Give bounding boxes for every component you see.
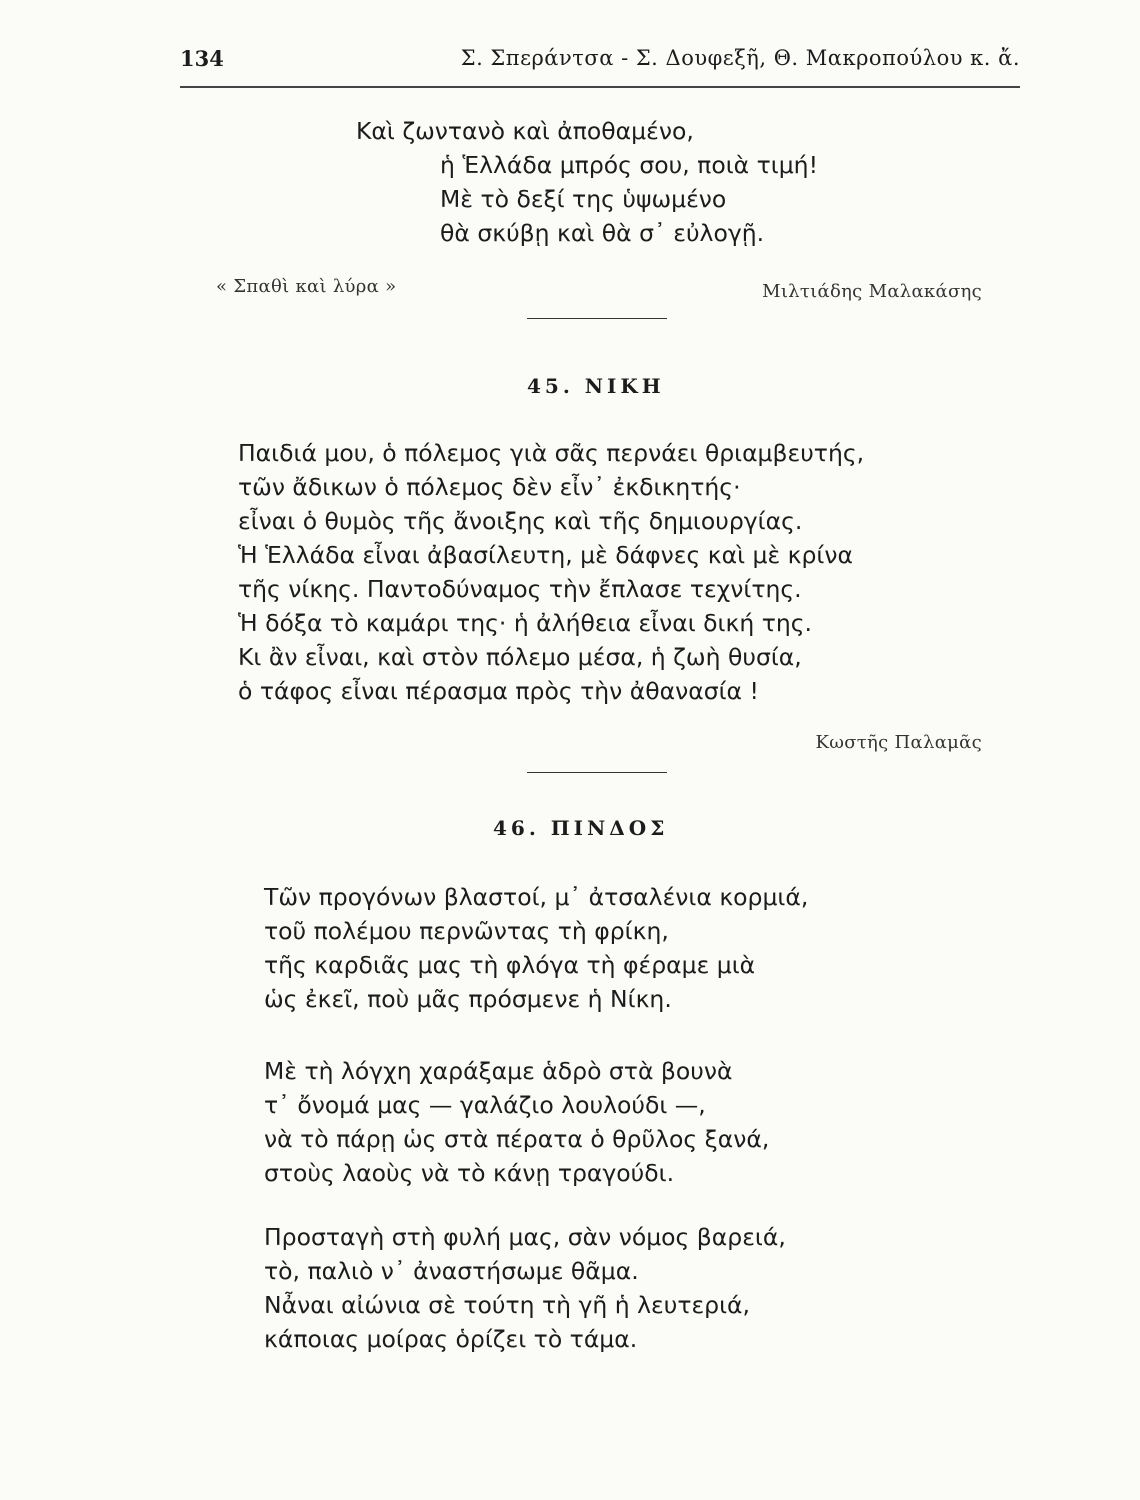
poem-line: στοὺς λαοὺς νὰ τὸ κάνῃ τραγούδι.: [264, 1159, 675, 1187]
poem-line: τ᾽ ὄνομά μας — γαλάζιο λουλούδι —,: [264, 1091, 706, 1119]
poem-line: Κι ἂν εἶναι, καὶ στὸν πόλεμο μέσα, ἡ ζωὴ θυσία,: [238, 643, 802, 671]
poem-line: Προσταγὴ στὴ φυλή μας, σὰν νόμος βαρειά,: [264, 1223, 786, 1251]
poem-line: τὸ, παλιὸ ν᾽ ἀναστήσωμε θᾶμα.: [264, 1257, 639, 1285]
poem-line: κάποιας μοίρας ὁρίζει τὸ τάμα.: [264, 1325, 638, 1353]
poem-line: εἶναι ὁ θυμὸς τῆς ἄνοιξης καὶ τῆς δημιουργίας.: [238, 507, 803, 535]
poem-line: νὰ τὸ πάρῃ ὡς στὰ πέρατα ὁ θρῦλος ξανά,: [264, 1125, 770, 1153]
poem-line: ὡς ἐκεῖ, ποὺ μᾶς πρόσμενε ἡ Νίκη.: [264, 985, 672, 1013]
poem-line: ὁ τάφος εἶναι πέρασμα πρὸς τὴν ἀθανασία !: [238, 677, 759, 705]
poem-line: Μὲ τὸ δεξί της ὑψωμένο: [440, 185, 727, 213]
page-header: [180, 46, 1020, 88]
poem-author: Κωστῆς Παλαμᾶς: [815, 732, 982, 753]
poem-line: Παιδιά μου, ὁ πόλεμος γιὰ σᾶς περνάει θριαμβευτής,: [238, 439, 865, 467]
poem-top-stanza: [356, 114, 818, 250]
section-divider: [527, 318, 667, 319]
poem-author: Μιλτιάδης Μαλακάσης: [762, 281, 982, 302]
poem-line: Νἆναι αἰώνια σὲ τούτη τὴ γῆ ἡ λευτεριά,: [264, 1291, 751, 1319]
poem-line: τοῦ πολέμου περνῶντας τὴ φρίκη,: [264, 917, 669, 945]
poem-46-stanza: [264, 880, 808, 1016]
section-divider: [527, 772, 667, 773]
poem-46-stanza: [264, 1054, 769, 1190]
poem-line: Τῶν προγόνων βλαστοί, μ᾽ ἀτσαλένια κορμιά,: [264, 883, 809, 911]
running-head: Σ. Σπεράντσα - Σ. Δουφεξῆ, Θ. Μακροπούλου κ. ἄ.: [460, 46, 1020, 70]
section-heading: 45. ΝΙΚΗ: [527, 374, 665, 398]
poem-line: τῆς καρδιᾶς μας τὴ φλόγα τὴ φέραμε μιὰ: [264, 951, 756, 979]
poem-line: Μὲ τὴ λόγχη χαράξαμε ἁδρὸ στὰ βουνὰ: [264, 1057, 733, 1085]
poem-line: τῆς νίκης. Παντοδύναμος τὴν ἔπλασε τεχνίτης.: [238, 575, 802, 603]
poem-line: Καὶ ζωντανὸ καὶ ἀποθαμένο,: [356, 117, 694, 145]
section-heading: 46. ΠΙΝΔΟΣ: [493, 816, 669, 840]
poem-source: « Σπαθὶ καὶ λύρα »: [216, 276, 397, 297]
page-number: 134: [180, 46, 224, 71]
poem-line: ἡ Ἑλλάδα μπρός σου, ποιὰ τιμή!: [440, 151, 818, 179]
poem-line: Ἡ δόξα τὸ καμάρι της· ἡ ἀλήθεια εἶναι δική της.: [238, 609, 813, 637]
poem-line: θὰ σκύβῃ καὶ θὰ σ᾽ εὐλογῇ.: [440, 219, 765, 247]
poem-46-stanza: [264, 1220, 786, 1356]
poem-45-stanza: [238, 436, 864, 708]
poem-line: Ἡ Ἑλλάδα εἶναι ἀβασίλευτη, μὲ δάφνες καὶ μὲ κρίνα: [238, 541, 853, 569]
poem-line: τῶν ἄδικων ὁ πόλεμος δὲν εἶν᾽ ἐκδικητής·: [238, 473, 741, 501]
